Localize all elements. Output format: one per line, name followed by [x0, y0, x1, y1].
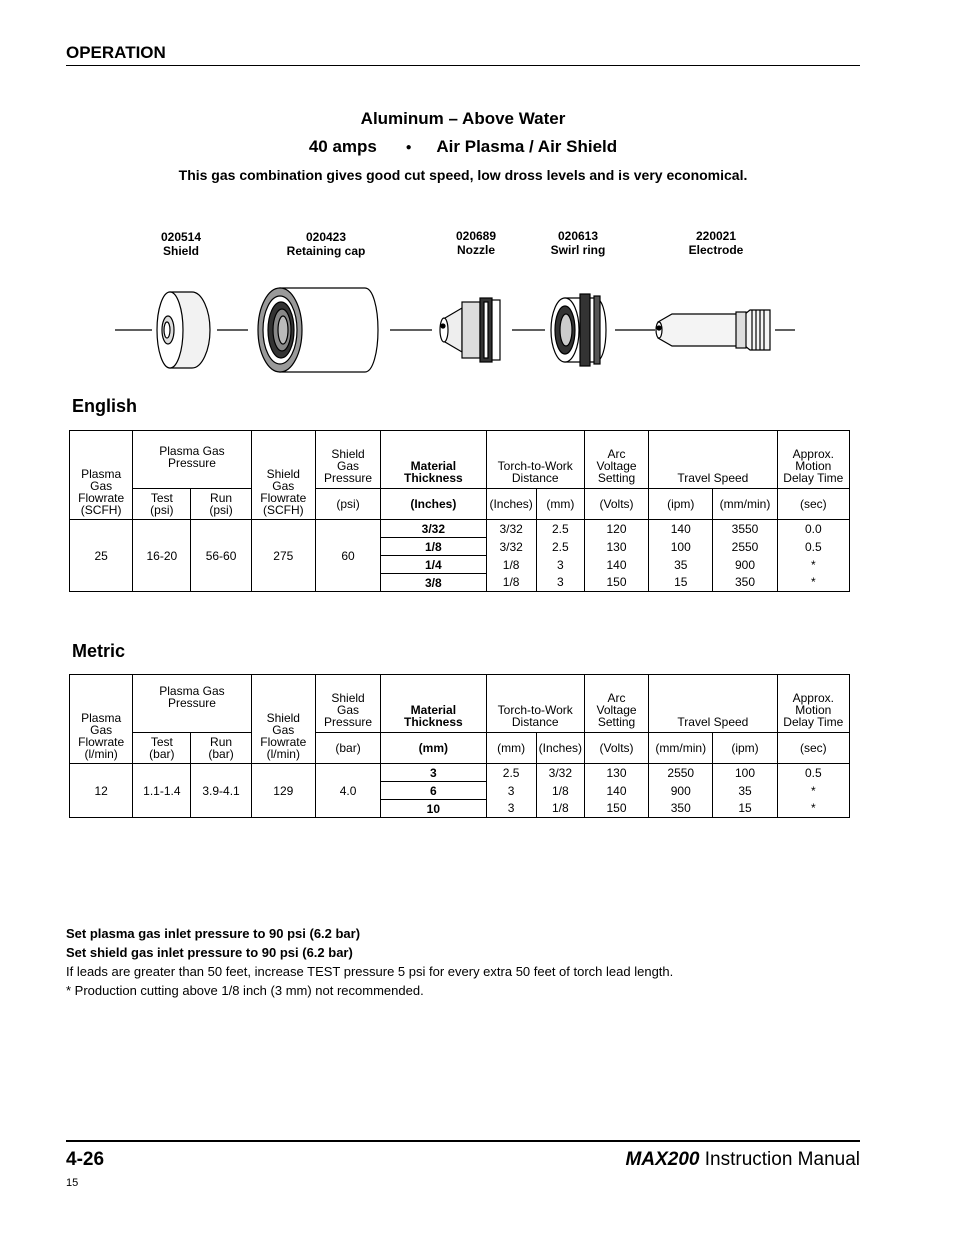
shield-pressure-value: 60 — [315, 520, 380, 592]
arc-cell: 120 — [584, 520, 648, 538]
english-heading: English — [72, 396, 138, 416]
arc-unit: (Volts) — [584, 489, 648, 520]
torch-unit-2: (mm) — [536, 489, 584, 520]
part-label-swirl-ring — [538, 229, 618, 257]
header-line: (bar) — [208, 747, 234, 761]
header-line: Shield — [266, 467, 300, 481]
plasma-inlet-note: Set plasma gas inlet pressure to 90 psi (6.2 bar) — [66, 926, 361, 941]
plasma-flow-value: 12 — [70, 764, 133, 818]
part-label-electrode — [676, 229, 756, 257]
gas-process-label: Air Plasma / Air Shield — [436, 137, 618, 156]
part-label-retaining-cap — [276, 230, 376, 258]
thickness-cell: 10 — [381, 800, 486, 818]
delay-cell: 0.5 — [777, 538, 849, 556]
torch-unit-1: (Inches) — [486, 489, 536, 520]
header-line: Pressure — [324, 471, 373, 485]
distance-cell: 2.5 — [486, 764, 536, 782]
shield-flow-value: 275 — [251, 520, 315, 592]
header-line: Motion — [795, 703, 832, 717]
header-line: Delay Time — [783, 715, 844, 729]
arc-cell: 130 — [584, 538, 648, 556]
delay-cell: * — [777, 782, 849, 800]
part-label-shield — [141, 230, 221, 258]
thickness-unit: (Inches) — [381, 489, 486, 520]
delay-cell: 0.0 — [777, 520, 849, 538]
speed-cell: 15 — [713, 800, 777, 818]
speed-cell: 2550 — [713, 538, 777, 556]
english-cut-chart — [69, 430, 850, 592]
shield-pressure-unit: (bar) — [315, 733, 380, 764]
header-line: Thickness — [404, 471, 463, 485]
plasma-pressure-header: Plasma Gas Pressure — [133, 431, 251, 489]
distance-cell: 3 — [486, 782, 536, 800]
shield-pressure-unit: (psi) — [315, 489, 380, 520]
part-name: Retaining cap — [286, 244, 366, 258]
header-line: Voltage — [596, 459, 637, 473]
part-name: Nozzle — [456, 243, 495, 257]
header-line: (SCFH) — [80, 503, 122, 517]
manual-title — [626, 1149, 860, 1171]
run-value: 56-60 — [191, 520, 251, 592]
distance-cell: 3/32 — [486, 520, 536, 538]
header-rule — [66, 65, 860, 66]
header-line: Plasma — [81, 467, 122, 481]
distance-cell: 1/8 — [536, 782, 584, 800]
shield-pressure-header — [315, 675, 380, 733]
metric-cut-chart — [69, 674, 850, 818]
run-value: 3.9-4.1 — [191, 764, 251, 818]
description: This gas combination gives good cut speed, low dross levels and is very economical. — [178, 167, 748, 183]
table-row — [70, 764, 850, 782]
header-line: Material — [410, 459, 457, 473]
header-line: Voltage — [596, 703, 637, 717]
distance-cell: 1/8 — [486, 574, 536, 592]
brand-name: MAX200 — [625, 1149, 700, 1170]
run-header — [191, 489, 251, 520]
footer-small-number: 15 — [66, 1177, 79, 1189]
header-line: (l/min) — [84, 747, 118, 761]
section-header: OPERATION — [66, 43, 166, 62]
process-subtitle — [0, 137, 926, 157]
header-line: Flowrate — [260, 491, 307, 505]
consumable-parts-illustration — [110, 280, 800, 380]
part-name: Electrode — [688, 243, 744, 257]
arc-voltage-header — [584, 675, 648, 733]
speed-cell: 35 — [713, 782, 777, 800]
header-line: Arc — [607, 447, 626, 461]
header-line: Test — [150, 491, 173, 505]
header-line: Motion — [795, 459, 832, 473]
lead-length-note: If leads are greater than 50 feet, increase TEST pressure 5 psi for every extra 50 feet of torch lead length. — [66, 964, 674, 979]
delay-cell: * — [777, 574, 849, 592]
header-line: (l/min) — [266, 747, 300, 761]
part-name: Shield — [162, 244, 199, 258]
torch-unit-2: (Inches) — [536, 733, 584, 764]
header-line: Gas — [272, 723, 295, 737]
distance-cell: 2.5 — [536, 538, 584, 556]
header-line: (SCFH) — [262, 503, 304, 517]
nozzle-icon — [440, 298, 500, 362]
part-number: 020423 — [305, 230, 347, 244]
delay-unit: (sec) — [777, 489, 849, 520]
distance-cell: 3/32 — [536, 764, 584, 782]
test-header — [133, 733, 191, 764]
thickness-cell: 3/32 — [381, 520, 486, 538]
distance-cell: 2.5 — [536, 520, 584, 538]
header-line: Plasma — [81, 711, 122, 725]
shield-flow-header — [251, 675, 315, 764]
thickness-header — [381, 675, 486, 733]
test-value: 16-20 — [133, 520, 191, 592]
speed-cell: 100 — [649, 538, 713, 556]
arc-voltage-header — [584, 431, 648, 489]
swirl-ring-icon — [551, 294, 606, 366]
arc-cell: 130 — [584, 764, 648, 782]
speed-cell: 100 — [713, 764, 777, 782]
speed-cell: 900 — [713, 556, 777, 574]
delay-unit: (sec) — [777, 733, 849, 764]
shield-flow-value: 129 — [251, 764, 315, 818]
part-name: Swirl ring — [550, 243, 606, 257]
torch-distance-header: Torch-to-Work Distance — [486, 431, 584, 489]
distance-cell: 1/8 — [536, 800, 584, 818]
header-line: Gas — [90, 479, 113, 493]
speed-cell: 35 — [649, 556, 713, 574]
production-note: * Production cutting above 1/8 inch (3 mm) not recommended. — [66, 983, 424, 998]
thickness-cell: 3 — [381, 764, 486, 782]
header-line: Gas — [272, 479, 295, 493]
header-line: Arc — [607, 691, 626, 705]
run-header — [191, 733, 251, 764]
part-number: 020613 — [557, 229, 599, 243]
amps-label: 40 amps — [308, 137, 377, 156]
delay-time-header — [777, 431, 849, 489]
thickness-header — [381, 431, 486, 489]
part-number: 220021 — [695, 229, 737, 243]
delay-cell: 0.5 — [777, 764, 849, 782]
arc-cell: 140 — [584, 782, 648, 800]
shield-flow-header — [251, 431, 315, 520]
speed-cell: 350 — [713, 574, 777, 592]
page-title: Aluminum – Above Water — [360, 109, 566, 128]
header-line: Flowrate — [78, 491, 125, 505]
manual-label: Instruction Manual — [704, 1149, 860, 1170]
torch-distance-header: Torch-to-Work Distance — [486, 675, 584, 733]
speed-cell: 15 — [649, 574, 713, 592]
header-line: Shield — [331, 447, 365, 461]
delay-time-header — [777, 675, 849, 733]
plasma-pressure-header: Plasma Gas Pressure — [133, 675, 251, 733]
header-line: Shield — [266, 711, 300, 725]
speed-unit-2: (ipm) — [713, 733, 777, 764]
speed-cell: 3550 — [713, 520, 777, 538]
bullet-icon: ● — [405, 142, 412, 154]
test-header — [133, 489, 191, 520]
header-line: Flowrate — [78, 735, 125, 749]
test-value: 1.1-1.4 — [133, 764, 191, 818]
metric-heading: Metric — [72, 641, 126, 661]
header-line: Approx. — [792, 691, 834, 705]
header-line: Gas — [337, 703, 360, 717]
header-line: (psi) — [150, 503, 174, 517]
arc-cell: 150 — [584, 574, 648, 592]
shield-pressure-value: 4.0 — [315, 764, 380, 818]
header-line: Gas — [90, 723, 113, 737]
distance-cell: 1/8 — [486, 556, 536, 574]
speed-cell: 140 — [649, 520, 713, 538]
part-label-nozzle — [436, 229, 516, 257]
header-line: Gas — [337, 459, 360, 473]
header-line: Material — [410, 703, 457, 717]
travel-speed-header: Travel Speed — [649, 675, 777, 733]
thickness-cell: 3/8 — [381, 574, 486, 592]
speed-cell: 900 — [649, 782, 713, 800]
retaining-cap-icon — [258, 288, 378, 372]
footer-rule — [66, 1140, 860, 1142]
header-line: (bar) — [149, 747, 175, 761]
speed-unit-1: (ipm) — [649, 489, 713, 520]
header-line: Delay Time — [783, 471, 844, 485]
delay-cell: * — [777, 556, 849, 574]
page-number: 4-26 — [66, 1149, 105, 1170]
header-line: Run — [210, 491, 233, 505]
shield-inlet-note: Set shield gas inlet pressure to 90 psi (6.2 bar) — [66, 945, 353, 960]
part-number: 020689 — [455, 229, 497, 243]
speed-cell: 2550 — [649, 764, 713, 782]
arc-cell: 140 — [584, 556, 648, 574]
header-line: Approx. — [792, 447, 834, 461]
plasma-flow-value: 25 — [70, 520, 133, 592]
electrode-icon — [656, 310, 770, 350]
speed-cell: 350 — [649, 800, 713, 818]
arc-cell: 150 — [584, 800, 648, 818]
header-line: Pressure — [324, 715, 373, 729]
travel-speed-header: Travel Speed — [649, 431, 777, 489]
header-line: Test — [150, 735, 173, 749]
distance-cell: 3 — [486, 800, 536, 818]
distance-cell: 3 — [536, 574, 584, 592]
header-line: Shield — [331, 691, 365, 705]
thickness-cell: 1/4 — [381, 556, 486, 574]
delay-cell: * — [777, 800, 849, 818]
torch-unit-1: (mm) — [486, 733, 536, 764]
thickness-cell: 6 — [381, 782, 486, 800]
part-number: 020514 — [160, 230, 202, 244]
header-line: Flowrate — [260, 735, 307, 749]
shield-part-icon — [157, 292, 210, 368]
header-line: Setting — [597, 715, 636, 729]
distance-cell: 3/32 — [486, 538, 536, 556]
shield-pressure-header — [315, 431, 380, 489]
thickness-cell: 1/8 — [381, 538, 486, 556]
thickness-unit: (mm) — [381, 733, 486, 764]
header-line: Setting — [597, 471, 636, 485]
plasma-flow-header — [70, 431, 133, 520]
distance-cell: 3 — [536, 556, 584, 574]
table-row — [70, 520, 850, 538]
header-line: Thickness — [404, 715, 463, 729]
arc-unit: (Volts) — [584, 733, 648, 764]
header-line: (psi) — [209, 503, 233, 517]
speed-unit-2: (mm/min) — [713, 489, 777, 520]
plasma-flow-header — [70, 675, 133, 764]
speed-unit-1: (mm/min) — [649, 733, 713, 764]
header-line: Run — [210, 735, 233, 749]
